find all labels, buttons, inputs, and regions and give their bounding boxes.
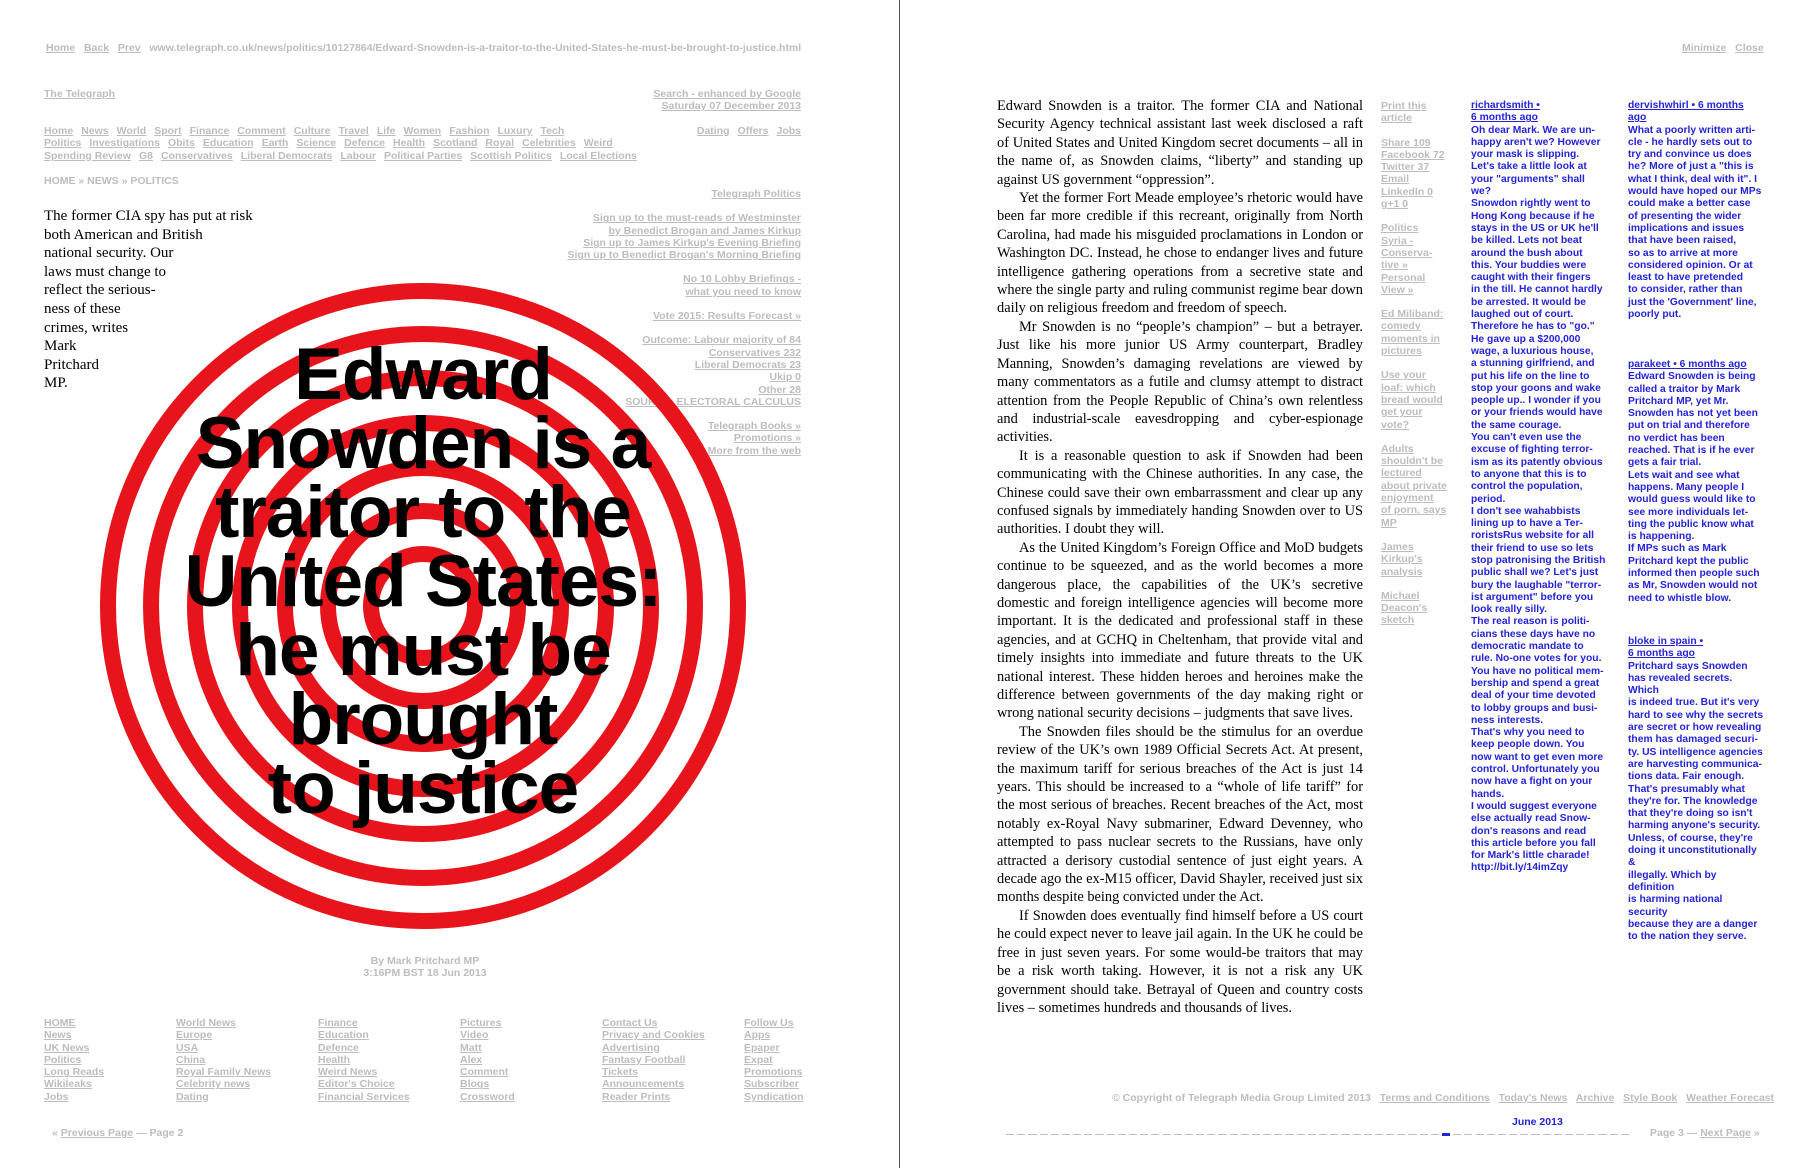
timeline-segment[interactable] — [1140, 1134, 1148, 1135]
related-link[interactable]: Michael — [1381, 589, 1420, 602]
twitter-link[interactable]: Twitter 37 — [1381, 161, 1430, 174]
print-article-link[interactable]: Print this — [1381, 100, 1427, 112]
search-link[interactable]: Search - enhanced by Google — [653, 88, 801, 100]
forecast-line[interactable]: Outcome: Labour majority of 84 — [642, 334, 801, 347]
nav-item[interactable]: Politics — [44, 137, 82, 150]
nav-item[interactable]: Fashion — [449, 125, 490, 137]
timeline-segment[interactable] — [1375, 1134, 1383, 1135]
nav-item[interactable]: Comment — [237, 125, 286, 137]
related-link[interactable]: James — [1381, 540, 1414, 553]
nav-row-1 — [44, 125, 645, 137]
nav-item[interactable]: Scottish Politics — [470, 149, 552, 162]
forecast-line[interactable]: Other 28 — [758, 383, 801, 396]
footer-link[interactable]: HOME — [44, 1017, 76, 1029]
related-link[interactable]: sketch — [1381, 614, 1415, 627]
prev-arrow-icon: « — [52, 1127, 58, 1139]
timeline-segment[interactable] — [1073, 1134, 1081, 1135]
comment-author[interactable]: parakeet • 6 months ago — [1628, 359, 1747, 370]
bottom-links — [1112, 1092, 1774, 1104]
footer-link[interactable]: Financial Services — [318, 1090, 410, 1103]
footer-link[interactable]: Blogs — [460, 1078, 490, 1091]
timeline-segment[interactable] — [1408, 1134, 1416, 1135]
nav-item[interactable]: Tech — [540, 125, 565, 137]
footer-link[interactable]: Weird News — [318, 1066, 378, 1079]
comment-body: Edward Snowden is being called a traitor by Mark Pritchard MP, yet Mr. Snowden has not yet been put on trial and therefore no verdict has been reached. That is if he ever gets a fair trial. Lets wait and see what happens. Many people I would guess would like to see more individuals let- ting the public know what is happening. If MPs such as Mark Pritchard kept the public informed then people such as Mr, Snowden would not need to whistle blow. — [1628, 371, 1760, 604]
footer-link[interactable]: Promotions — [744, 1066, 803, 1079]
comment-author[interactable]: richardsmith • — [1471, 100, 1540, 111]
footer-link[interactable]: Contact Us — [602, 1017, 658, 1029]
nav-item[interactable]: Celebrities — [522, 137, 576, 150]
footer-column — [44, 1017, 104, 1103]
timeline-segment[interactable] — [1341, 1134, 1349, 1135]
footer-link[interactable]: Advertising — [602, 1041, 660, 1054]
related-link[interactable]: Ed Miliband: — [1381, 308, 1444, 321]
timeline-segment[interactable] — [1386, 1134, 1394, 1135]
comment — [1628, 100, 1764, 321]
timeline-segment[interactable] — [1274, 1134, 1282, 1135]
archive-link[interactable]: Archive — [1575, 1092, 1615, 1104]
timeline-segment[interactable] — [1163, 1134, 1171, 1135]
linkedin-link[interactable]: LinkedIn 0 — [1381, 185, 1433, 198]
url-text: www.telegraph.co.uk/news/politics/10127864/Edward-Snowden-is-a-traitor-to-the-United-States-he-must-be-brought-to-justice.html — [149, 42, 802, 54]
footer-link[interactable]: Follow Us — [744, 1017, 794, 1029]
timeline-segment[interactable] — [1185, 1134, 1193, 1135]
signup-link[interactable]: by Benedict Brogan and James Kirkup — [608, 224, 801, 237]
prev-page-nav — [52, 1127, 183, 1139]
article-paragraph: As the United Kingdom’s Foreign Office and MoD budgets continue to be squeezed, and as the world becomes a more dangerous place, the capabilities of the UK’s secretive domestic and foreign intelligence agencies will become more important. It is the dedicated and professional staff in these agencies, and at GCHQ in Cheltenham, that provide vital and timely insights into immediate and future threats to the UK national interest. These hidden heroes and heroines make the difference between governments of the day making right or wrong national security decisions – judgments that save lives. — [997, 539, 1363, 722]
article-paragraph: It is a reasonable question to ask if Snowden had been communicating with the Chinese authorities. In any case, the Chinese could save their own embarrassment and clear up any confused signals by immediately handing Snowden over to US authorities. I doubt they will. — [997, 447, 1363, 538]
footer-link[interactable]: Defence — [318, 1041, 359, 1054]
related-link[interactable]: of porn, says — [1381, 504, 1447, 517]
timeline-segment[interactable] — [1196, 1134, 1204, 1135]
terms-link[interactable]: Terms and Conditions — [1379, 1092, 1490, 1104]
nav-item[interactable]: Luxury — [497, 125, 533, 137]
standfirst: The former CIA spy has put at risk both American and British national security. Our laws must change to reflect the serious- ness of these crimes, writes Mark Pritchard MP. — [44, 208, 253, 392]
page-divider — [899, 0, 900, 1168]
footer-column — [744, 1017, 804, 1103]
timeline-segment[interactable] — [1442, 1133, 1450, 1136]
nav-item[interactable]: Royal — [485, 137, 515, 150]
footer-link[interactable]: Europe — [176, 1029, 213, 1042]
nav-item[interactable]: Finance — [189, 125, 230, 137]
timeline-segment[interactable] — [1006, 1134, 1014, 1135]
footer-link[interactable]: Expat — [744, 1053, 773, 1066]
timeline-segment[interactable] — [1420, 1134, 1428, 1135]
todays-news-link[interactable]: Today's News — [1498, 1092, 1568, 1104]
style-book-link[interactable]: Style Book — [1623, 1092, 1678, 1104]
timeline-segment[interactable] — [1252, 1134, 1260, 1135]
timeline-segment[interactable] — [1241, 1134, 1249, 1135]
article-paragraph: Edward Snowden is a traitor. The former CIA and National Security Agency technical assistant last week disclosed a raft of United States and United Kingdom secret documents – all in the name of, as Snowden claims, “liberty” and standing up against US government “oppression”. — [997, 98, 1363, 188]
footer-link[interactable]: Alex — [460, 1053, 483, 1066]
comment — [1628, 636, 1764, 943]
forecast-line[interactable]: Conservatives 232 — [708, 346, 801, 359]
home-link[interactable]: Home — [46, 42, 76, 54]
footer-column — [460, 1017, 515, 1103]
related-link[interactable]: shouldn't be — [1381, 455, 1443, 468]
forecast-line[interactable]: Ukip 0 — [769, 371, 801, 384]
related-link[interactable]: Deacon's — [1381, 602, 1428, 615]
page-number-left: — Page 2 — [136, 1127, 184, 1139]
timeline-segment[interactable] — [1576, 1134, 1584, 1135]
footer-link[interactable]: Apps — [744, 1029, 771, 1042]
related-link[interactable]: Adults — [1381, 442, 1414, 455]
timeline-segment[interactable] — [1308, 1134, 1316, 1135]
footer-link[interactable]: Royal Family News — [176, 1066, 272, 1079]
telegraph-politics-link[interactable]: Telegraph Politics — [711, 188, 801, 200]
page-number-right: Page 3 — — [1650, 1127, 1698, 1139]
byline-block — [300, 955, 550, 980]
nav-item[interactable]: Women — [403, 125, 442, 137]
article-body — [997, 97, 1363, 1017]
timeline-segment[interactable] — [1218, 1134, 1226, 1135]
related-link[interactable]: Conserva- — [1381, 246, 1433, 259]
print-article-link[interactable]: article — [1381, 112, 1412, 125]
back-link[interactable]: Back — [83, 42, 110, 54]
related-link[interactable]: enjoyment — [1381, 492, 1434, 505]
nav-item[interactable]: Scotland — [433, 137, 478, 150]
comment — [1471, 100, 1607, 875]
timeline-segment[interactable] — [1364, 1134, 1372, 1135]
comment-time[interactable]: ago — [1628, 112, 1647, 124]
search-area — [560, 88, 801, 113]
nav-item[interactable]: Life — [376, 125, 396, 137]
nav-item[interactable]: Weird — [583, 137, 613, 150]
footer-link[interactable]: News — [44, 1029, 72, 1042]
footer-link[interactable]: USA — [176, 1041, 199, 1054]
next-page-link[interactable]: Next Page — [1700, 1127, 1751, 1139]
nav-item[interactable]: Culture — [293, 125, 331, 137]
timeline-segment[interactable] — [1520, 1134, 1528, 1135]
forecast-line[interactable]: Liberal Democrats 23 — [694, 358, 801, 371]
footer-link[interactable]: Syndication — [744, 1090, 804, 1103]
nav-row-2 — [44, 137, 645, 149]
footer-link[interactable]: Comment — [460, 1066, 509, 1079]
related-link[interactable]: tive » — [1381, 259, 1408, 272]
timeline-segment[interactable] — [1129, 1134, 1137, 1135]
nav-right — [680, 125, 801, 137]
nav-item[interactable]: Political Parties — [383, 149, 463, 162]
next-arrow-icon: » — [1753, 1127, 1760, 1139]
related-link[interactable]: comedy — [1381, 320, 1421, 333]
date-text: Saturday 07 December 2013 — [661, 100, 801, 113]
comment-time[interactable]: 6 months ago — [1628, 648, 1695, 660]
timeline-segment[interactable] — [1464, 1134, 1472, 1135]
related-link[interactable]: analysis — [1381, 565, 1423, 578]
signup-link[interactable]: Sign up to the must-reads of Westminster — [592, 212, 801, 225]
related-link[interactable]: vote? — [1381, 418, 1410, 431]
next-page-nav — [1650, 1127, 1760, 1139]
timeline-segment[interactable] — [1543, 1134, 1551, 1135]
footer-link[interactable]: Fantasy Football — [602, 1053, 686, 1066]
timeline-segment[interactable] — [1330, 1134, 1338, 1135]
facebook-link[interactable]: Facebook 72 — [1381, 148, 1445, 161]
related-link[interactable]: Politics — [1381, 222, 1419, 235]
comment-body: What a poorly written arti- cle - he hardly sets out to try and convince us does he? More of just a "this is what I think, deal with it". I would have hoped our MPs could make a better case of presenting the wider implications and issues that have been raised, so as to arrive at more considered opinion. Or at least to have pretended to consider, rather than just the 'Government' line, poorly put. — [1628, 124, 1762, 321]
nav-item[interactable]: Health — [392, 137, 426, 150]
jobs-link[interactable]: Jobs — [776, 125, 801, 137]
footer-link[interactable]: Politics — [44, 1053, 82, 1066]
footer-link[interactable]: Celebrity news — [176, 1078, 251, 1091]
timeline-segment[interactable] — [1051, 1134, 1059, 1135]
timeline-segment[interactable] — [1610, 1134, 1618, 1135]
timeline-segment[interactable] — [1554, 1134, 1562, 1135]
footer-link[interactable]: Epaper — [744, 1041, 780, 1054]
signup-link[interactable]: Sign up to Benedict Brogan's Morning Briefing — [567, 249, 801, 262]
timestamp: 3:16PM BST 18 Jun 2013 — [363, 967, 487, 980]
nav-item[interactable]: Spending Review — [44, 149, 131, 162]
nav-item[interactable]: Travel — [338, 125, 369, 137]
gplus-link[interactable]: g+1 0 — [1381, 198, 1409, 211]
timeline-segment[interactable] — [1040, 1134, 1048, 1135]
nav-item[interactable]: Labour — [340, 149, 376, 162]
article-paragraph: The Snowden files should be the stimulus for an overdue review of the UK’s own 1989 Official Secrets Act. At present, the maximum tariff for serious breaches of the Act is just 14 years. This should be increased to a “whole of life tariff” for the most serious of breaches. Recent breaches of the Act, most notably ex-Royal Navy submariner, Edward Devenney, who attempted to pass nuclear secrets to the Russians, have only attracted a derisory custodial sentence of just eight years. A decade ago the ex-M15 officer, David Shayler, received just six months despite being convicted under the Act. — [997, 723, 1363, 906]
nav-item[interactable]: Sport — [154, 125, 182, 137]
timeline-segment[interactable] — [1297, 1134, 1305, 1135]
share-count[interactable]: Share 109 — [1381, 136, 1431, 149]
related-link[interactable]: moments in — [1381, 332, 1440, 345]
footer-column — [318, 1017, 410, 1103]
footer-link[interactable]: Wikileaks — [44, 1078, 92, 1091]
timeline-segment[interactable] — [1487, 1134, 1495, 1135]
nav-item[interactable]: G8 — [138, 149, 153, 162]
article-paragraph: Yet the former Fort Meade employee’s rhetoric would have been far more credible if this recreant, originally from North Carolina, had made his misguided proclamations in London or Washington DC. Instead, he chose to endanger lives and future intelligence gathering operations from a secretive state and where the single party and ruling communist regime bear down daily on religious freedom and freedom of speech. — [997, 190, 1363, 317]
footer-link[interactable]: Pictures — [460, 1017, 502, 1029]
footer-link[interactable]: Finance — [318, 1017, 358, 1029]
lobby-link[interactable]: No 10 Lobby Briefings - — [683, 273, 801, 286]
related-link[interactable]: View » — [1381, 283, 1414, 296]
comment-body: Pritchard says Snowden has revealed secrets. Which is indeed true. But it's very hard to see why the secrets are secret or how revealing them has damaged securi- ty. US intelligence agencies are harvesting communica- tions data. Fair enough. That's presumably what they're for. The knowledge that they're doing so isn't harming anyone's security. Unless, of course, they're doing it unconstitutionally & illegally. Which by definition is harming national security because they are a danger to the nation they serve. — [1628, 660, 1764, 943]
dating-link[interactable]: Dating — [696, 125, 730, 137]
headline: Edward Snowden is a traitor to the United States: he must be brought to justice — [184, 334, 662, 829]
timeline-segment[interactable] — [1509, 1134, 1517, 1135]
email-link[interactable]: Email — [1381, 173, 1410, 186]
forecast-source[interactable]: SOURCE: ELECTORAL CALCULUS — [625, 395, 801, 408]
timeline-segment[interactable] — [1207, 1134, 1215, 1135]
nav-item[interactable]: Education — [202, 137, 254, 150]
nav-item[interactable]: Liberal Democrats — [240, 149, 333, 162]
timeline-segment[interactable] — [1353, 1134, 1361, 1135]
timeline-segment[interactable] — [1598, 1134, 1606, 1135]
timeline-segment[interactable] — [1017, 1134, 1025, 1135]
top-nav — [46, 42, 801, 54]
comment-body: Oh dear Mark. We are un- happy aren't we? However your mask is slipping. Let's take a little look at your "arguments" shall we? Snowdon rightly went to Hong Kong because if he stays in the US or UK he'll be killed. Lets not beat around the bush about this. Your buddies were caught with their fingers in the till. He cannot hardly be arrested. It would be laughed out of court. Therefore he has to "go." He gave up a $200,000 wage, a luxurious house, a stunning girlfriend, and put his life on the line to stop your goons and wake people up.. I wonder if you or your friends would have the same courage. You can't even use the excuse of fighting terror- ism as its patently obvious to anyone that this is to control the population, period. I don't see wahabbists lining up to have a Ter- roristsRus website for all their friend to use so lets stop patronising the British public shall we? Let's just bury the laughable "terror- ist argument" before you look really silly. The real reason is politi- cians these days have no democratic mandate to rule. No-one votes for you. You have no political mem- bership and spend a great deal of your time devoted to lobby groups and busi- ness interests. That's why you need to keep people down. You now want to get even more control. Unfortunately you now have a fight on your hands. I would suggest everyone else actually read Snow- don's reasons and read this article before you fall for Mark's little charade! http://bit.ly/14imZqy — [1471, 124, 1606, 874]
weather-link[interactable]: Weather Forecast — [1686, 1092, 1775, 1104]
footer-column — [176, 1017, 271, 1103]
nav-item[interactable]: Defence — [344, 137, 385, 150]
byline: By Mark Pritchard MP — [370, 955, 480, 967]
related-link[interactable]: MP — [1381, 516, 1397, 529]
minimize-button[interactable]: Minimize — [1682, 42, 1727, 54]
footer-link[interactable]: Announcements — [602, 1078, 685, 1091]
timeline-segment[interactable] — [1587, 1134, 1595, 1135]
footer-link[interactable]: World News — [176, 1017, 236, 1029]
share-column — [1381, 100, 1455, 627]
related-link[interactable]: Syria - — [1381, 234, 1414, 247]
timeline-segment[interactable] — [1431, 1134, 1439, 1135]
signup-link[interactable]: Sign up to James Kirkup's Evening Briefing — [583, 236, 801, 249]
timeline-segment[interactable] — [1230, 1134, 1238, 1135]
footer-link[interactable]: China — [176, 1053, 206, 1066]
timeline-segment[interactable] — [1151, 1134, 1159, 1135]
lobby-link[interactable]: what you need to know — [685, 285, 801, 298]
related-link[interactable]: Kirkup's — [1381, 553, 1423, 566]
related-link[interactable]: pictures — [1381, 345, 1422, 358]
footer-link[interactable]: Jobs — [44, 1090, 69, 1103]
timeline-segment[interactable] — [1174, 1134, 1182, 1135]
footer-link[interactable]: Video — [460, 1029, 489, 1042]
footer-column — [602, 1017, 705, 1103]
brand-link[interactable]: The Telegraph — [44, 88, 115, 100]
footer-link[interactable]: Dating — [176, 1090, 209, 1103]
timeline-segment[interactable] — [1565, 1134, 1573, 1135]
footer-link[interactable]: Subscriber — [744, 1078, 799, 1091]
timeline-segment[interactable] — [1084, 1134, 1092, 1135]
footer-link[interactable]: UK News — [44, 1041, 90, 1054]
timeline-segment[interactable] — [1062, 1134, 1070, 1135]
prev-link[interactable]: Prev — [117, 42, 141, 54]
footer-link[interactable]: Editor's Choice — [318, 1078, 395, 1091]
vote-forecast-link[interactable]: Vote 2015: Results Forecast » — [652, 310, 801, 323]
window-controls — [1682, 42, 1764, 54]
footer-link[interactable]: Crossword — [460, 1090, 515, 1103]
prev-page-link[interactable]: Previous Page — [60, 1127, 134, 1139]
comment-author[interactable]: bloke in spain • — [1628, 636, 1704, 647]
archive-timeline[interactable] — [1006, 1133, 1632, 1137]
footer-link[interactable]: Health — [318, 1053, 351, 1066]
footer-link[interactable]: Reader Prints — [602, 1090, 671, 1103]
comment-author[interactable]: dervishwhirl • 6 months — [1628, 100, 1744, 111]
footer-link[interactable]: Long Reads — [44, 1066, 105, 1079]
related-link[interactable]: lectured — [1381, 467, 1422, 480]
nav-item[interactable]: Investigations — [89, 137, 160, 150]
timeline-segment[interactable] — [1118, 1134, 1126, 1135]
nav-row-3 — [44, 150, 645, 162]
offers-link[interactable]: Offers — [737, 125, 769, 137]
related-link[interactable]: Use your — [1381, 369, 1426, 382]
more-from-web-link[interactable]: More from the web — [707, 444, 801, 457]
timeline-segment[interactable] — [1453, 1134, 1461, 1135]
footer-link[interactable]: Matt — [460, 1041, 482, 1054]
nav-item[interactable]: Earth — [261, 137, 289, 150]
footer-link[interactable]: Education — [318, 1029, 369, 1042]
nav-item[interactable]: News — [81, 125, 109, 137]
related-link[interactable]: Personal — [1381, 271, 1426, 284]
timeline-segment[interactable] — [1285, 1134, 1293, 1135]
promotions-link[interactable]: Promotions » — [733, 432, 801, 445]
timeline-segment[interactable] — [1107, 1134, 1115, 1135]
nav-item[interactable]: World — [116, 125, 147, 137]
books-link[interactable]: Telegraph Books » — [707, 420, 801, 433]
footer-link[interactable]: Tickets — [602, 1066, 638, 1079]
timeline-segment[interactable] — [1319, 1134, 1327, 1135]
comment — [1628, 359, 1764, 605]
article-paragraph: Mr Snowden is no “people’s champion” – but a betrayer. Just like his more junior US Army counterpart, Bradley Manning, Snowden’s damaging revelations are viewed by many commentators as a futile and clumsy attempt to distract attention from the People Republic of China’s own relentless and industrial-scale eavesdropping and cyber-espionage activities. — [997, 318, 1363, 446]
timeline-segment[interactable] — [1263, 1134, 1271, 1135]
related-link[interactable]: loaf: which — [1381, 381, 1436, 394]
nav-item[interactable]: Home — [44, 125, 74, 137]
timeline-segment[interactable] — [1028, 1134, 1036, 1135]
timeline-segment[interactable] — [1476, 1134, 1484, 1135]
section-nav — [44, 125, 645, 162]
timeline-segment[interactable] — [1498, 1134, 1506, 1135]
copyright: © Copyright of Telegraph Media Group Limited 2013 — [1112, 1092, 1371, 1104]
timeline-segment[interactable] — [1621, 1134, 1629, 1135]
nav-item[interactable]: Science — [296, 137, 337, 150]
comment-time[interactable]: 6 months ago — [1471, 112, 1538, 124]
breadcrumb[interactable]: HOME » NEWS » POLITICS — [44, 175, 179, 187]
nav-item[interactable]: Local Elections — [559, 149, 637, 162]
nav-item[interactable]: Conservatives — [160, 149, 233, 162]
month-label[interactable]: June 2013 — [1512, 1116, 1563, 1128]
related-link[interactable]: bread would — [1381, 393, 1443, 406]
timeline-segment[interactable] — [1531, 1134, 1539, 1135]
article-paragraph: If Snowden does eventually find himself before a US court he could expect never to leave jail again. In the UK he could be free in just seven years. For some would-be traitors that may be a risk worth taking. However, it is not a risk any UK government should take. Betrayal of Queen and country costs lives – sometimes hundreds and thousands of lives. — [997, 907, 1364, 1016]
timeline-segment[interactable] — [1095, 1134, 1103, 1135]
nav-item[interactable]: Obits — [167, 137, 195, 150]
timeline-segment[interactable] — [1397, 1134, 1405, 1135]
related-link[interactable]: about private — [1381, 479, 1447, 492]
related-link[interactable]: get your — [1381, 406, 1423, 419]
close-button[interactable]: Close — [1735, 42, 1764, 54]
footer-link[interactable]: Privacy and Cookies — [602, 1029, 705, 1042]
